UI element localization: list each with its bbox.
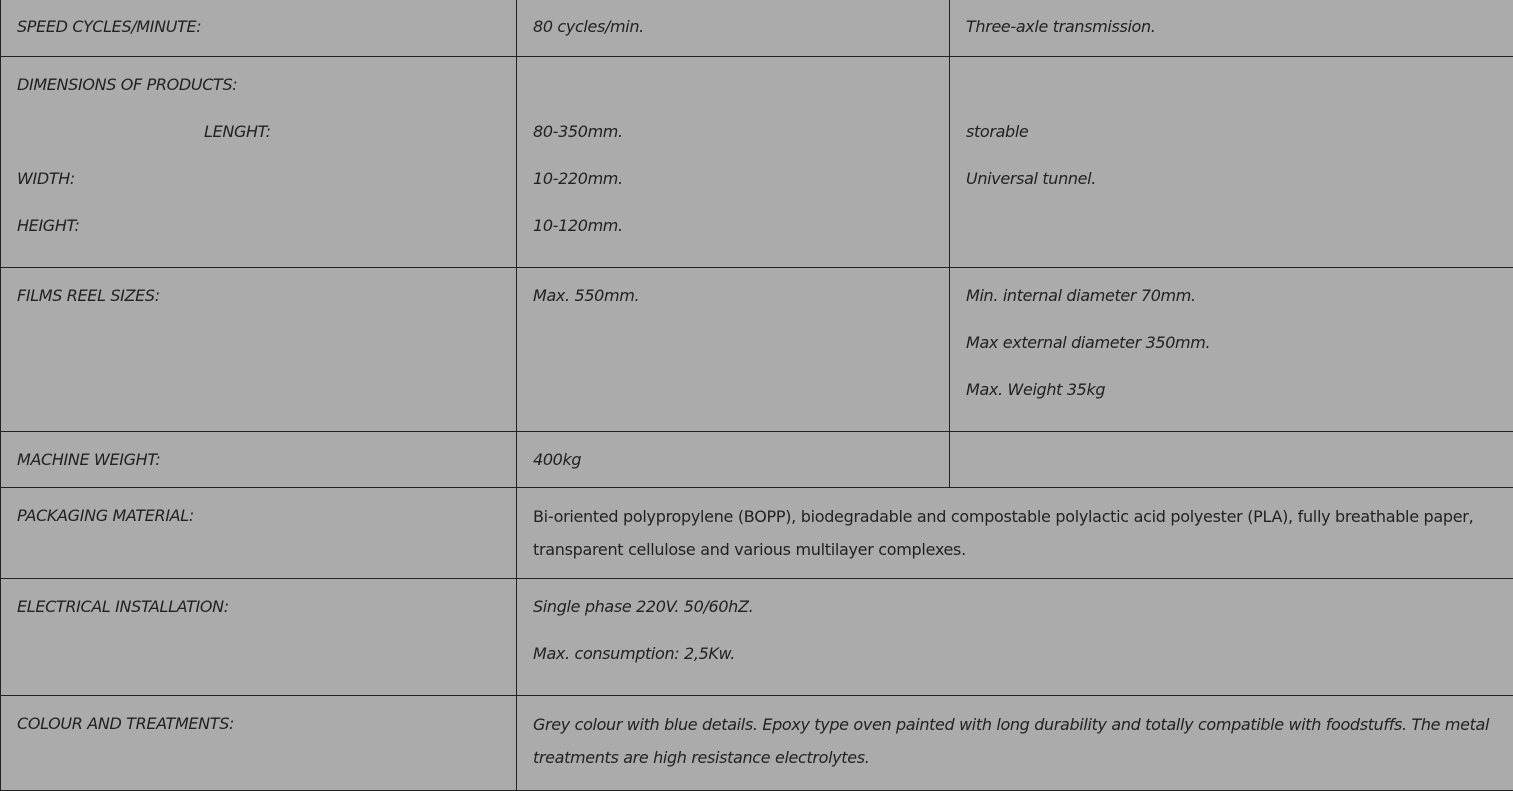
- row-packaging: [1, 488, 1513, 579]
- weight-label: MACHINE WEIGHT:: [17, 436, 500, 483]
- width-label: WIDTH:: [17, 155, 500, 202]
- height-value: 10-120mm.: [533, 202, 933, 249]
- reel-label: FILMS REEL SIZES:: [17, 272, 500, 319]
- weight-value: 400kg: [533, 436, 933, 483]
- row-electrical: [1, 579, 1513, 696]
- cell-dimensions-values: [517, 57, 950, 268]
- electrical-value-1: Single phase 220V. 50/60hZ.: [533, 583, 1497, 630]
- row-colour: [1, 696, 1513, 791]
- cell-electrical-value: [517, 579, 1513, 696]
- cell-packaging-label: [1, 488, 517, 579]
- reel-value: Max. 550mm.: [533, 272, 933, 319]
- dimensions-label: DIMENSIONS OF PRODUCTS:: [17, 61, 500, 108]
- reel-note-3: Max. Weight 35kg: [966, 366, 1497, 413]
- cell-reel-label: [1, 268, 517, 432]
- cell-speed-value: [517, 0, 950, 57]
- cell-reel-notes: [950, 268, 1513, 432]
- cell-colour-value: [517, 696, 1513, 791]
- speed-note: Three-axle transmission.: [966, 3, 1497, 50]
- cell-colour-label: [1, 696, 517, 791]
- width-value: 10-220mm.: [533, 155, 933, 202]
- dimensions-notes-spacer: [966, 61, 1497, 108]
- reel-note-1: Min. internal diameter 70mm.: [966, 272, 1497, 319]
- row-speed: [1, 0, 1513, 57]
- speed-value: 80 cycles/min.: [533, 3, 933, 50]
- cell-reel-value: [517, 268, 950, 432]
- dimensions-spacer: [533, 61, 933, 108]
- cell-dimensions-label: [1, 57, 517, 268]
- cell-weight-empty: [950, 432, 1513, 488]
- cell-dimensions-notes: [950, 57, 1513, 268]
- row-weight: [1, 432, 1513, 488]
- length-value: 80-350mm.: [533, 108, 933, 155]
- colour-value: Grey colour with blue details. Epoxy type oven painted with long durability and totally compatible with foodstuffs. The metal treatments are high resistance electrolytes.: [533, 708, 1497, 774]
- row-reel: [1, 268, 1513, 432]
- colour-label: COLOUR AND TREATMENTS:: [17, 700, 500, 747]
- length-label: LENGHT:: [17, 108, 500, 155]
- cell-speed-label: [1, 0, 517, 57]
- dimensions-note-1: storable: [966, 108, 1497, 155]
- cell-speed-note: [950, 0, 1513, 57]
- height-label: HEIGHT:: [17, 202, 500, 249]
- packaging-label: PACKAGING MATERIAL:: [17, 492, 500, 539]
- electrical-value-2: Max. consumption: 2,5Kw.: [533, 630, 1497, 677]
- cell-electrical-label: [1, 579, 517, 696]
- cell-weight-label: [1, 432, 517, 488]
- packaging-value: Bi-oriented polypropylene (BOPP), biodegradable and compostable polylactic acid polyester (PLA), fully breathable paper, transparent cellulose and various multilayer complexes.: [533, 500, 1497, 566]
- dimensions-note-2: Universal tunnel.: [966, 155, 1497, 202]
- reel-note-2: Max external diameter 350mm.: [966, 319, 1497, 366]
- speed-label: SPEED CYCLES/MINUTE:: [17, 3, 500, 50]
- electrical-label: ELECTRICAL INSTALLATION:: [17, 583, 500, 630]
- row-dimensions: [1, 57, 1513, 268]
- cell-weight-value: [517, 432, 950, 488]
- cell-packaging-value: [517, 488, 1513, 579]
